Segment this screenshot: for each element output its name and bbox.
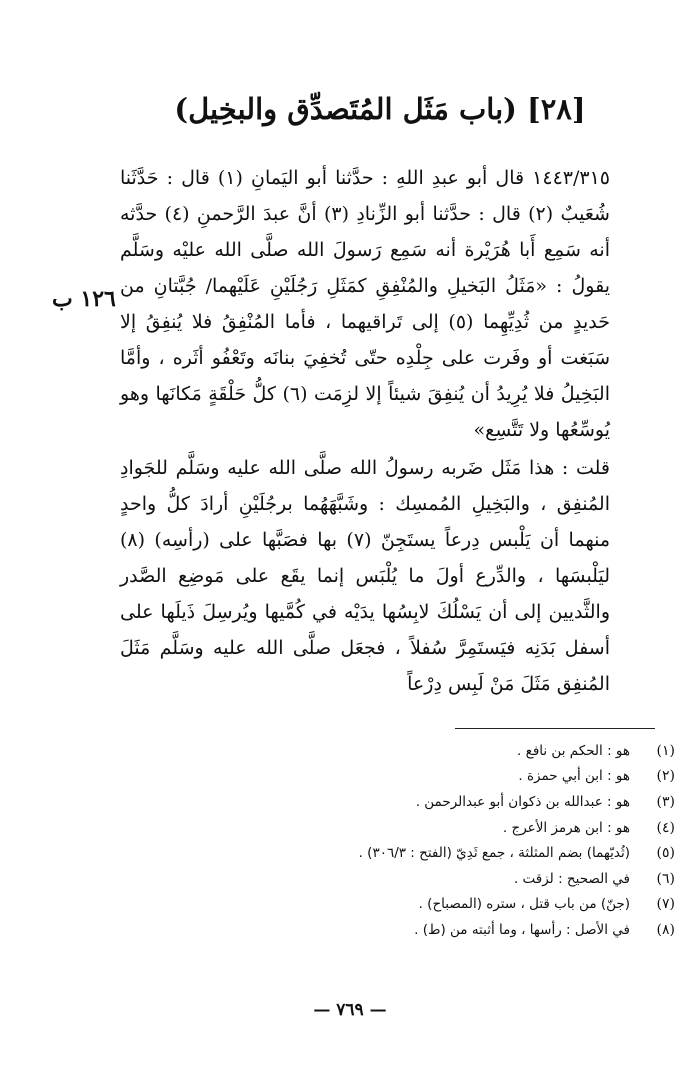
commentary-paragraph: قلت : هذا مَثَل ضَربه رسولُ الله صلَّى الله عليه وسَلَّم للجَوادِ المُنفِق ، والبَخِيلِ المُمسِك : وشَبَّهَهُما برجُلَيْنِ أرادَ كلُّ واحدٍ منهما أن يَلْبس دِرعاً يستَجِنّ (٧) بها فصَبَّها على (رأسِه) (٨) ليَلْبسَها ، والدِّرع أولَ ما يُلْبَس إنما يقَع على مَوضِع الصَّدر والثَّديين إلى أن يَسْلُكَ لابِسُها يدَيْه في كُمَّيها ويُرسِلَ ذَيلَها على أسفل بَدَنِه فيَستَمِرَّ سُفلاً ، فجعَل صلَّى الله عليه وسَلَّم مَثَلَ المُنفِق مَثَلَ مَنْ لَبِس دِرْعاً (120, 457, 610, 695)
chapter-title: [٢٨] (باب مَثَل المُتَصدِّق والبخِيل) (174, 92, 586, 126)
footnote-number: (٧) (656, 896, 675, 913)
footnote-item (150, 866, 675, 892)
footnote-item (150, 840, 675, 866)
footnote-text: هو : عبدالله بن ذكوان أبو عبدالرحمن . (415, 793, 630, 810)
footnote-item (150, 917, 675, 943)
manuscript-folio-marker: ١٢٦ ب (52, 286, 116, 312)
footnote-text: في الأصل : رأسها ، وما أثبته من (ط) . (414, 921, 630, 938)
footnote-item (150, 789, 675, 815)
page-number: — ٧٦٩ — (313, 1000, 387, 1020)
hadith-paragraph: ١٤٤٣/٣١٥ قال أبو عبدِ اللهِ : حدَّثنا أبو اليَمانِ (١) قال : حَدَّثَنا شُعَيبٌ (٢) قال : حدَّثنا أبو الزِّنادِ (٣) أنَّ عبدَ الرَّحمنِ (٤) حدَّثه أنه سَمِع أَبا هُرَيْرة أنه سَمِع رَسولَ الله صلَّى الله عليْه وسَلَّم يقولُ : «مَثَلُ البَخيلِ والمُنْفِقِ كمَثَلِ رَجُلَيْنِ عَلَيْهما/ جُبَّتانِ من حَديدٍ من ثُدِيِّهِما (٥) إلى تَراقيهما ، فأما المُنْفِقُ فلا يُنفِقُ إلا سَبَغت أو وفَرت على جِلْدِه حتّى تُخفِيَ بنانَه وتَعْفُو أثَره ، وأمَّا البَخِيلُ فلا يُرِيدُ أن يُنفِقَ شيئاً إلا لزِمَت (٦) كلُّ حَلْقَةٍ مَكانَها وهو يُوسِّعُها ولا تَتَّسِع» (120, 167, 610, 441)
footnote-number: (٦) (656, 870, 675, 887)
footnote-number: (٤) (656, 819, 675, 836)
footnote-number: (٥) (656, 845, 675, 862)
footnote-number: (١) (656, 742, 675, 759)
footnote-number: (٢) (656, 768, 675, 785)
footnote-text: (جنّ) من باب قتل ، ستره (المصباح) . (418, 896, 630, 913)
footnote-item (150, 738, 675, 764)
footnotes-list (150, 738, 675, 943)
footnote-text: هو : ابن هرمز الأعرج . (502, 819, 630, 836)
footnote-item (150, 815, 675, 841)
footnote-item (150, 764, 675, 790)
footnote-number: (٨) (656, 921, 675, 938)
footnote-divider (455, 728, 655, 729)
footnote-item (150, 892, 675, 918)
footnote-text: في الصحيح : لزقت . (513, 870, 630, 887)
footnote-number: (٣) (656, 793, 675, 810)
footnote-text: (ثُديّهما) بضم المثلثة ، جمع ثَدِيّ (الفتح : ٣٠٦/٣) . (358, 845, 630, 862)
footnote-text: هو : ابن أبي حمزة . (518, 768, 630, 785)
footnote-text: هو : الحكم بن نافع . (517, 742, 630, 759)
